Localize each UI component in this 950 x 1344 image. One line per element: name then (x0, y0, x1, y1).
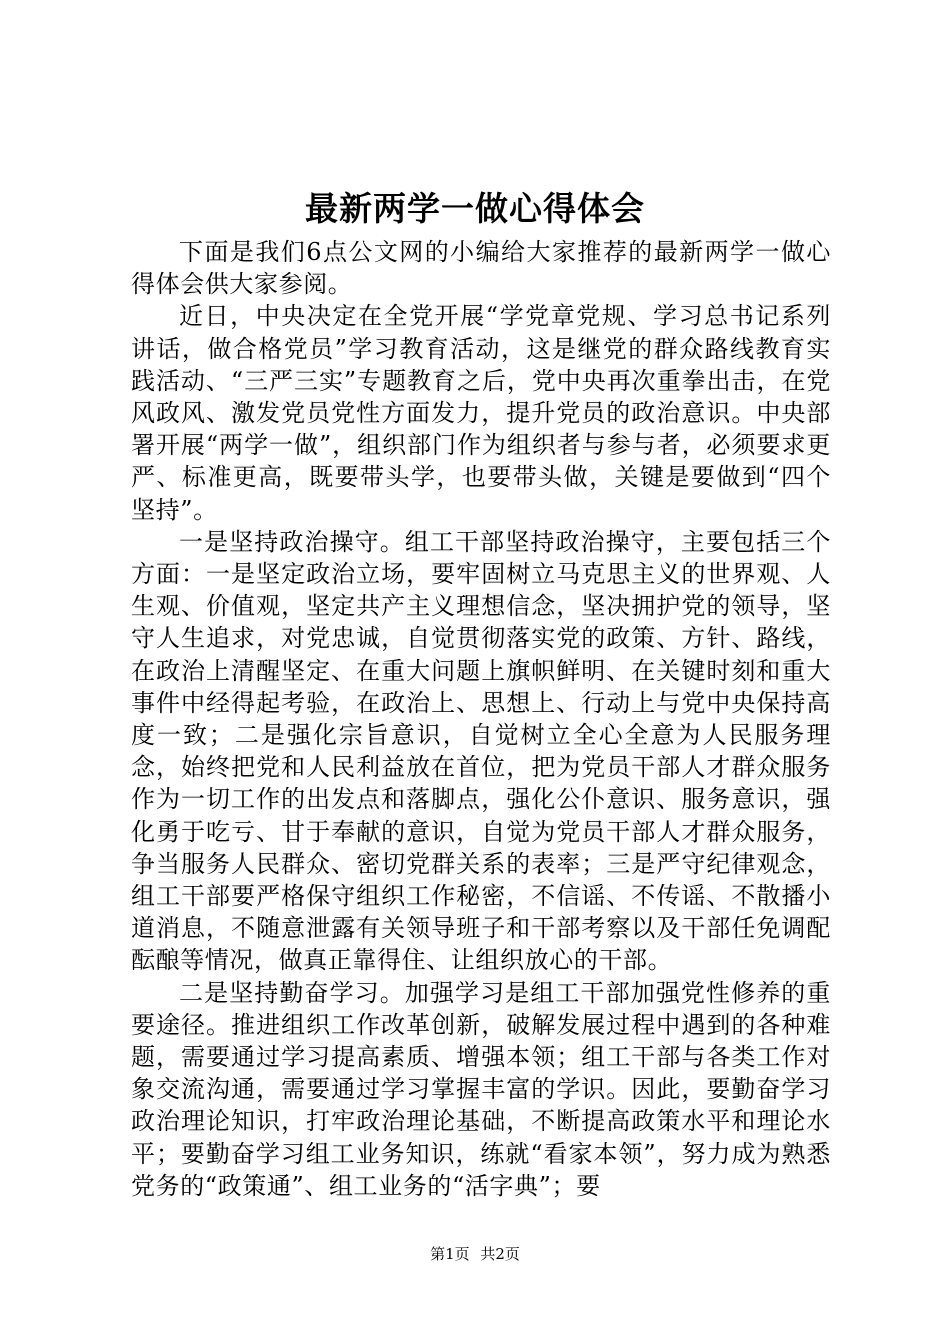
paragraph-point-two: 二是坚持勤奋学习。加强学习是组工干部加强党性修养的重要途径。推进组织工作改革创新，破解发展过程中遇到的各种难题，需要通过学习提高素质、增强本领；组工干部与各类工作对象交流沟通，需要通过学习掌握丰富的学识。因此，要勤奋学习政治理论知识，打牢政治理论基础，不断提高政策水平和理论水平；要勤奋学习组工业务知识，练就“看家本领”，努力成为熟悉党务的“政策通”、组工业务的“活字典”；要 (131, 978, 831, 1200)
page-number-total: 共2页 (480, 1245, 520, 1263)
page-footer (0, 1244, 950, 1264)
paragraph-point-one: 一是坚持政治操守。组工干部坚持政治操守，主要包括三个方面：一是坚定政治立场，要牢固树立马克思主义的世界观、人生观、价值观，坚定共产主义理想信念，坚决拥护党的领导，坚守人生追求，对党忠诚，自觉贯彻落实党的政策、方针、路线，在政治上清醒坚定、在重大问题上旗帜鲜明、在关键时刻和重大事件中经得起考验，在政治上、思想上、行动上与党中央保持高度一致；二是强化宗旨意识，自觉树立全心全意为人民服务理念，始终把党和人民利益放在首位，把为党员干部人才群众服务作为一切工作的出发点和落脚点，强化公仆意识、服务意识，强化勇于吃亏、甘于奉献的意识，自觉为党员干部人才群众服务，争当服务人民群众、密切党群关系的表率；三是严守纪律观念，组工干部要严格保守组织工作秘密，不信谣、不传谣、不散播小道消息，不随意泄露有关领导班子和干部考察以及干部任免调配酝酿等情况，做真正靠得住、让组织放心的干部。 (131, 527, 831, 975)
document-body (131, 236, 831, 1202)
document-title: 最新两学一做心得体会 (305, 189, 645, 228)
paragraph-background: 近日，中央决定在全党开展“学党章党规、学习总书记系列讲话，做合格党员”学习教育活动，这是继党的群众路线教育实践活动、“三严三实”专题教育之后，党中央再次重拳出击，在党风政风、激发党员党性方面发力，提升党员的政治意识。中央部署开展“两学一做”，组织部门作为组织者与参与者，必须要求更严、标准更高，既要带头学，也要带头做，关键是要做到“四个坚持”。 (131, 302, 831, 524)
paragraph-intro: 下面是我们6点公文网的小编给大家推荐的最新两学一做心得体会供大家参阅。 (131, 238, 831, 299)
page-number-current: 第1页 (430, 1245, 470, 1263)
